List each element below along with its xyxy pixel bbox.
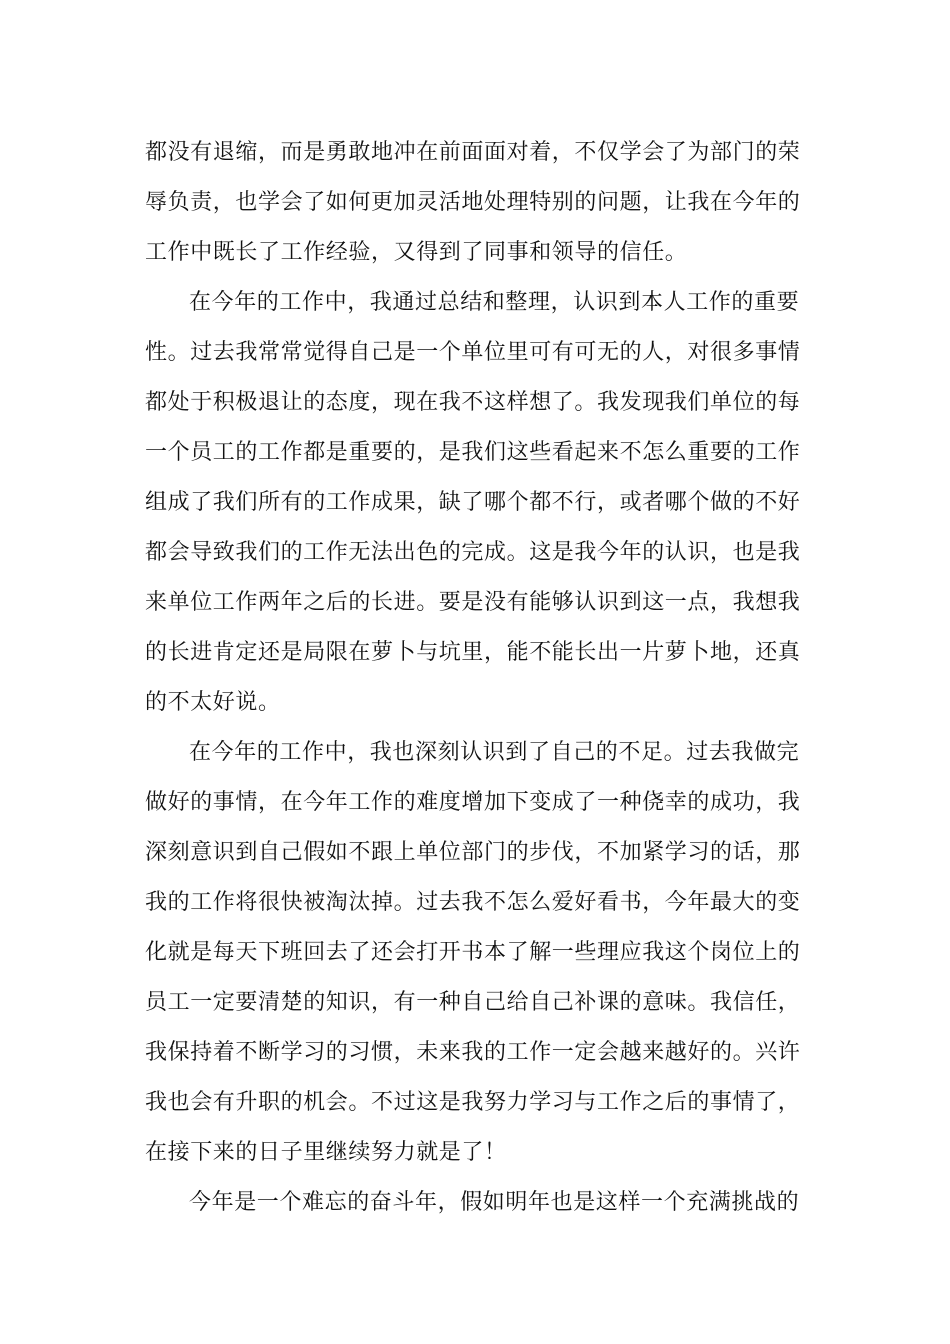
text-line: 的长进肯定还是局限在萝卜与坑里，能不能长出一片萝卜地，还真 [145, 640, 801, 665]
text-line: 我也会有升职的机会。不过这是我努力学习与工作之后的事情了， [145, 1090, 801, 1115]
text-line: 都没有退缩，而是勇敢地冲在前面面对着，不仅学会了为部门的荣 [145, 140, 801, 165]
text-line: 做好的事情，在今年工作的难度增加下变成了一种侥幸的成功，我 [145, 790, 801, 815]
paragraph-first-line: 今年是一个难忘的奋斗年，假如明年也是这样一个充满挑战的 [189, 1190, 800, 1215]
text-line: 我的工作将很快被淘汰掉。过去我不怎么爱好看书，今年最大的变 [145, 890, 801, 915]
text-line: 深刻意识到自己假如不跟上单位部门的步伐，不加紧学习的话，那 [145, 840, 801, 865]
text-line: 员工一定要清楚的知识，有一种自己给自己补课的意味。我信任， [145, 990, 801, 1015]
text-line: 的不太好说。 [145, 690, 281, 715]
text-line: 工作中既长了工作经验，又得到了同事和领导的信任。 [145, 240, 688, 265]
text-line: 都处于积极退让的态度，现在我不这样想了。我发现我们单位的每 [145, 390, 801, 415]
text-line: 在接下来的日子里继续努力就是了！ [145, 1140, 507, 1165]
text-line: 化就是每天下班回去了还会打开书本了解一些理应我这个岗位上的 [145, 940, 801, 965]
text-line: 都会导致我们的工作无法出色的完成。这是我今年的认识，也是我 [145, 540, 801, 565]
text-line: 我保持着不断学习的习惯，未来我的工作一定会越来越好的。兴许 [145, 1040, 801, 1065]
text-line: 来单位工作两年之后的长进。要是没有能够认识到这一点，我想我 [145, 590, 801, 615]
text-line: 一个员工的工作都是重要的，是我们这些看起来不怎么重要的工作 [145, 440, 801, 465]
text-line: 性。过去我常常觉得自己是一个单位里可有可无的人，对很多事情 [145, 340, 801, 365]
text-line: 组成了我们所有的工作成果，缺了哪个都不行，或者哪个做的不好 [145, 490, 801, 515]
text-line: 辱负责，也学会了如何更加灵活地处理特别的问题，让我在今年的 [145, 190, 801, 215]
paragraph-first-line: 在今年的工作中，我通过总结和整理，认识到本人工作的重要 [189, 290, 800, 315]
paragraph-first-line: 在今年的工作中，我也深刻认识到了自己的不足。过去我做完 [189, 740, 800, 765]
document-body [145, 128, 810, 1228]
